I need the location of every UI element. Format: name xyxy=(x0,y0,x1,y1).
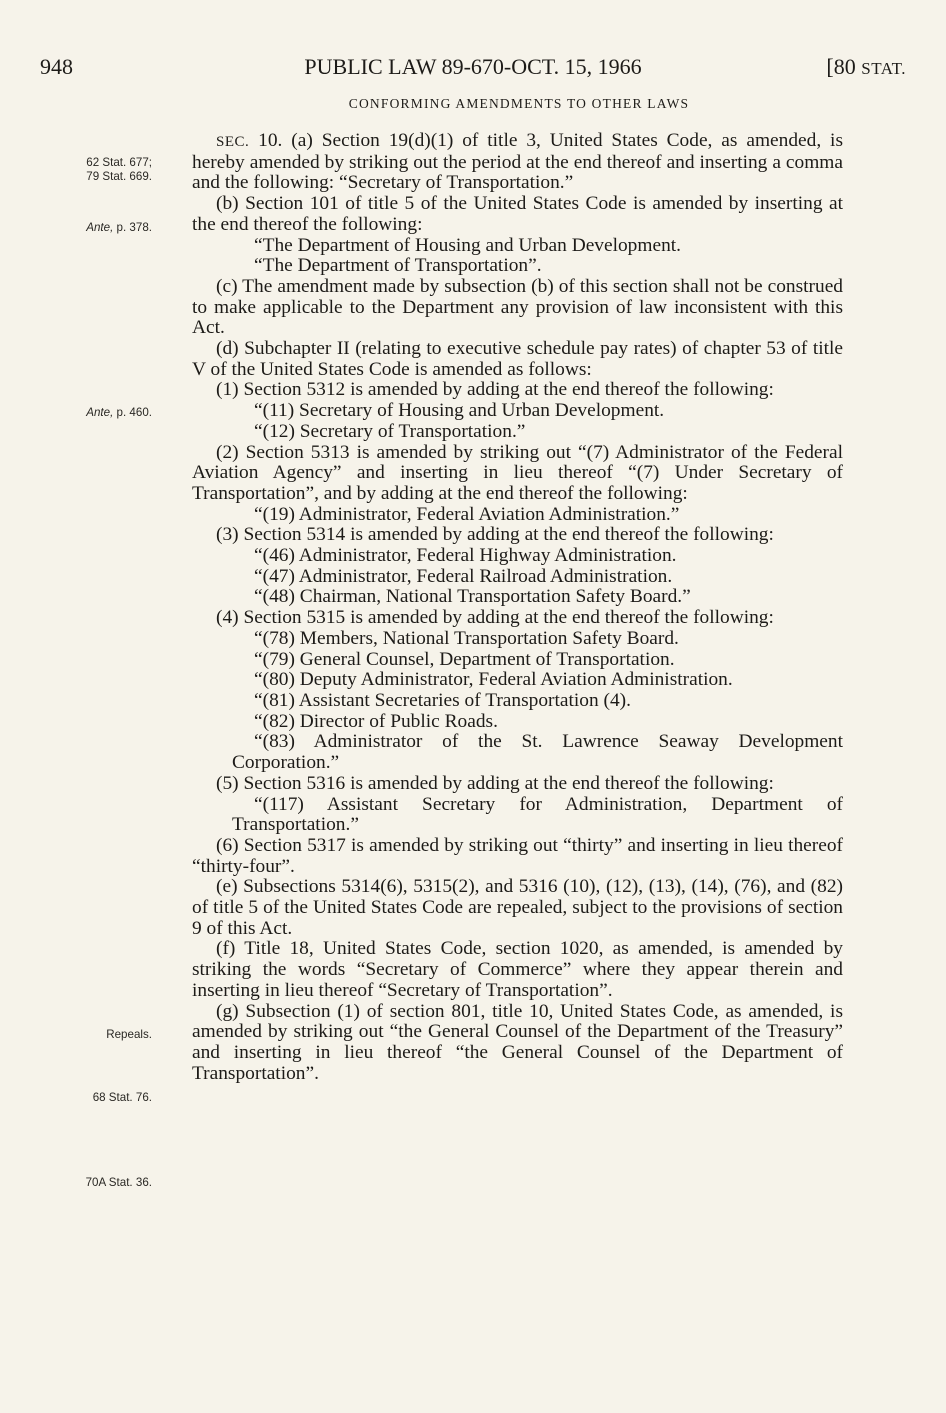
margin-note: 68 Stat. 76. xyxy=(92,1091,152,1104)
statute-reference-label: STAT. xyxy=(861,59,906,78)
paragraph: (3) Section 5314 is amended by adding at the end thereof the following: xyxy=(216,524,774,546)
paragraph: (d) Subchapter II (relating to executive schedule pay rates) of chapter 53 of title V of the United States Code is amended as follows: xyxy=(192,338,843,380)
statute-reference-prefix: [80 xyxy=(826,54,862,79)
quoted-line: “The Department of Housing and Urban Development. xyxy=(254,234,682,256)
margin-note-italic: Ante, xyxy=(86,221,114,234)
margin-note: 62 Stat. 677; xyxy=(86,156,152,169)
quoted-line: “(46) Administrator, Federal Highway Administration. xyxy=(254,545,677,567)
quoted-line: “(83) Administrator of the St. Lawrence Seaway Development Corporation.” xyxy=(232,731,843,774)
paragraph: (e) Subsections 5314(6), 5315(2), and 5316 (10), (12), (13), (14), (76), and (82) of title 5 of the United States Code are repealed, subject to the provisions of section 9 of this Act. xyxy=(192,876,843,939)
quoted-line: “The Department of Transportation”. xyxy=(254,255,542,277)
quoted-line: “(78) Members, National Transportation Safety Board. xyxy=(254,627,679,649)
paragraph: (b) Section 101 of title 5 of the United States Code is amended by inserting at the end thereof the following: xyxy=(192,193,843,235)
statute-reference xyxy=(826,52,906,82)
quoted-line: “(117) Assistant Secretary for Administration, Department of Transportation.” xyxy=(232,793,843,836)
paragraph-text: 10. (a) Section 19(d)(1) of title 3, United States Code, as amended, is hereby amended by striking out the period at the end thereof and inserting a comma and the following: “Secretary of Transportation.” xyxy=(192,130,843,194)
paragraph: (c) The amendment made by subsection (b) of this section shall not be construed to make applicable to the Department any provision of law inconsistent with this Act. xyxy=(192,275,843,339)
quoted-line: “(82) Director of Public Roads. xyxy=(254,710,498,732)
paragraph: (f) Title 18, United States Code, section 1020, as amended, is amended by striking the words “Secretary of Commerce” where they appear therein and inserting in lieu thereof “Secretary of Transportation”. xyxy=(192,938,843,1001)
paragraph: (2) Section 5313 is amended by striking out “(7) Administrator of the Federal Aviation Agency” and inserting in lieu thereof “(7) Under Secretary of Transportation”, and by adding at the end thereof the following: xyxy=(192,441,843,504)
page-number: 948 xyxy=(40,54,73,79)
margin-note xyxy=(18,221,152,234)
quoted-line: “(80) Deputy Administrator, Federal Aviation Administration. xyxy=(254,669,733,691)
section-label: SEC. xyxy=(216,134,250,150)
quoted-line: “(79) General Counsel, Department of Transportation. xyxy=(254,648,675,670)
quoted-line: “(47) Administrator, Federal Railroad Administration. xyxy=(254,565,673,587)
body-text xyxy=(192,131,843,1084)
quoted-line: “(19) Administrator, Federal Aviation Administration.” xyxy=(254,503,680,525)
paragraph: (g) Subsection (1) of section 801, title 10, United States Code, as amended, is amended by striking out “the General Counsel of the Department of the Treasury” and inserting in lieu thereof “the General Counsel of the Department of Transportation”. xyxy=(192,1000,843,1084)
paragraph: (1) Section 5312 is amended by adding at the end thereof the following: xyxy=(216,379,774,401)
paragraph xyxy=(192,131,843,194)
quoted-line: “(48) Chairman, National Transportation Safety Board.” xyxy=(254,586,691,608)
margin-note-rest: p. 460. xyxy=(113,406,152,419)
section-heading: CONFORMING AMENDMENTS TO OTHER LAWS xyxy=(348,96,690,111)
quoted-line: “(11) Secretary of Housing and Urban Development. xyxy=(254,400,665,422)
paragraph: (5) Section 5316 is amended by adding at the end thereof the following: xyxy=(216,772,774,794)
running-title: PUBLIC LAW 89-670-OCT. 15, 1966 xyxy=(304,54,642,79)
quoted-line: “(81) Assistant Secretaries of Transportation (4). xyxy=(254,689,631,711)
margin-note xyxy=(18,406,152,419)
paragraph: (4) Section 5315 is amended by adding at the end thereof the following: xyxy=(216,607,774,629)
margin-note-rest: p. 378. xyxy=(113,221,152,234)
margin-note-italic: Ante, xyxy=(86,406,114,419)
margin-note: Repeals. xyxy=(106,1028,152,1041)
margin-note: 70A Stat. 36. xyxy=(85,1176,152,1189)
paragraph: (6) Section 5317 is amended by striking out “thirty” and inserting in lieu thereof “thirty-four”. xyxy=(192,834,843,877)
margin-note: 79 Stat. 669. xyxy=(86,170,152,183)
quoted-line: “(12) Secretary of Transportation.” xyxy=(254,420,526,442)
